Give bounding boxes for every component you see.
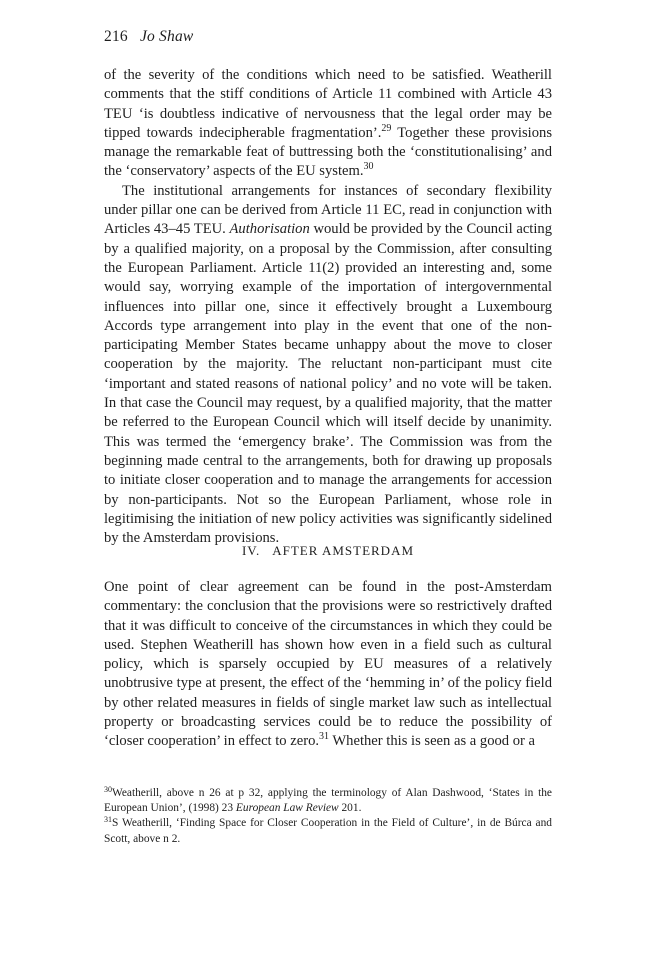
footnote-ref-31: 31 — [319, 731, 330, 743]
paragraph-2-text-b: would be provided by the Council acting by a qualified majority, on a proposal by the Commission, after consulting the European Parliament. Article 11(2) provided an interesting and, some would say, worrying example of the importation of intergovernmental influences into pillar one, since it effectively brought a Luxembourg Accords type arrangement into play in the event that one of the non-participating Member States became unhappy about the move to closer cooperation by the majority. The reluctant non-participant must cite ‘important and stated reasons of national policy’ and no vote will be taken. In that case the Council may request, by a qualified majority, that the matter be referred to the European Council which will itself decide by unanimity. This was termed the ‘emergency brake’. The Commission was from the beginning made central to the arrangements, both for drawing up proposals to initiate closer cooperation and to manage the arrangements for accession by non-participants. Not so the European Parliament, whose role in legitimising the initiation of new policy activities was significantly sidelined by the Amsterdam provisions. — [104, 221, 552, 547]
body-text-lower — [104, 578, 552, 752]
footnote-30 — [104, 786, 552, 816]
page-number: 216 — [104, 28, 128, 45]
footnotes — [104, 786, 552, 847]
footnote-30-text-b: 201. — [338, 802, 362, 815]
footnote-30-italic: European Law Review — [235, 802, 339, 815]
footnote-number: 31 — [104, 815, 112, 825]
footnote-31 — [104, 816, 552, 846]
footnote-30-text-a: Weatherill, above n 26 at p 32, applying the terminology of Alan Dashwood, ‘States in the European Union’, (1998) 23 — [104, 787, 552, 815]
footnote-ref-30: 30 — [363, 161, 374, 173]
body-text-upper — [104, 66, 552, 548]
section-title: AFTER AMSTERDAM — [272, 543, 415, 558]
paragraph-1-text-b: Together these provisions manage the remarkable feat of buttressing both the ‘constitutionalising’ and the ‘conservatory’ aspects of the EU system. — [104, 124, 552, 180]
paragraph-1-text-a: of the severity of the conditions which need to be satisfied. Weatherill comments that the stiff conditions of Article 11 combined with Article 43 TEU ‘is doubtless indicative of nervousness that the legal order may be tipped towards indecipherable fragmentation’. — [104, 67, 552, 141]
section-heading — [104, 543, 552, 559]
footnote-ref-29: 29 — [381, 122, 392, 134]
footnote-31-text: S Weatherill, ‘Finding Space for Closer Cooperation in the Field of Culture’, in de Búrca and Scott, above n 2. — [104, 817, 552, 845]
paragraph-3-text-b: Whether this is seen as a good or a — [329, 733, 536, 750]
paragraph-3 — [104, 578, 552, 752]
running-head — [104, 28, 193, 46]
paragraph-2-text-a: The institutional arrangements for instances of secondary flexibility under pillar one can be derived from Article 11 EC, read in conjunction with Articles 43–45 TEU. — [104, 182, 552, 238]
paragraph-1 — [104, 66, 552, 182]
running-head-author: Jo Shaw — [139, 28, 194, 45]
paragraph-3-text-a: One point of clear agreement can be found in the post-Amsterdam commentary: the conclusion that the provisions were so restrictively drafted that it was difficult to conceive of the circumstances in which they could be used. Stephen Weatherill has shown how even in a field such as cultural policy, which is sparsely occupied by EU measures of a relatively unobtrusive type at present, the effect of the ‘hemming in’ of the policy field by other related measures in fields of single market law such as intellectual property or broadcasting services could be to reduce the possibility of ‘closer cooperation’ in effect to zero. — [104, 579, 552, 750]
footnote-number: 30 — [104, 785, 112, 794]
section-number: IV. — [241, 543, 261, 558]
paragraph-2 — [104, 182, 552, 549]
paragraph-2-italic: Authorisation — [229, 221, 310, 238]
